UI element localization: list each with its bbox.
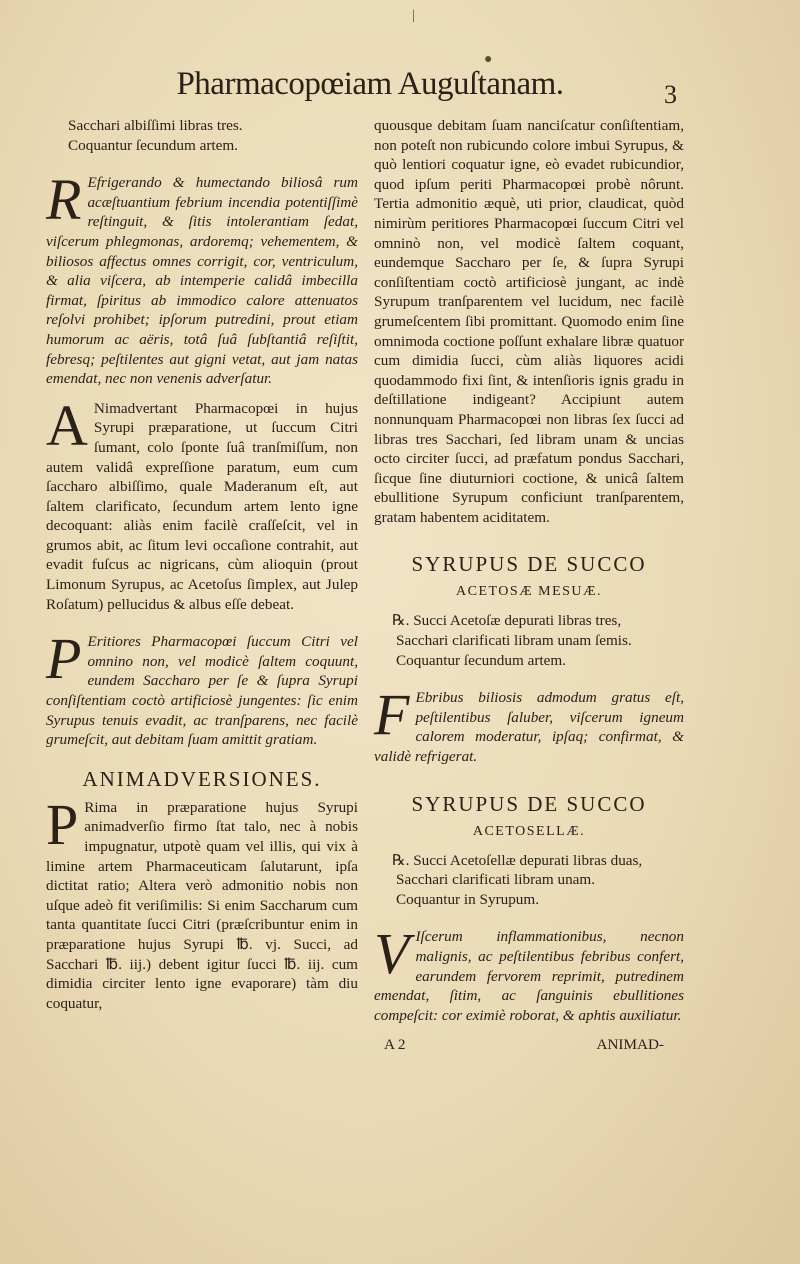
- section-heading: SYRUPUS DE SUCCO: [411, 552, 647, 577]
- running-head: Pharmacopœiam Auguſtanam.: [176, 66, 564, 102]
- paragraph-text: Eritiores Pharmacopœi ſuccum Citri vel omnino non, vel modicè ſaltem coquunt, eundem Saccharo per ſe & ſupra Syrupi conſiſtentiam coctò artificiosè jungentes: ſic enim Syrupus tenuis evadit, ac tranſparens, nec facilè grumeſcit, aut debitam ſuam amittit gratiam.: [46, 633, 358, 749]
- signature-mark: A 2: [384, 1036, 406, 1054]
- recipe-line: Sacchari albiſſimi libras tres.: [68, 117, 243, 134]
- recipe-line: Sacchari clarificati libram unam ſemis.: [396, 632, 632, 650]
- page-footer: [374, 1035, 684, 1055]
- paragraph-text: Rima in præparatione hujus Syrupi animadverſio firmo ſtat talo, nec à nobis impugnatur, utpotè quam vel illis, qui vix à limine artem Pharmaceuticam ſalutarunt, ipſa dictitat ratio; Altera verò admonitio nobis non uſque adeò fit veriſimilis: Si enim Saccharum cum tanta quantitate ſucci Citri (præſcribuntur enim in præparatione hujus Syrupi ℔. vj. Succi, ad Sacchari ℔. iij.) debent igitur ſucci ℔. iij. cum dimidia circiter lento igne evaporare) tàm diu coquatur,: [46, 798, 358, 1012]
- paragraph-text: Iſcerum inflammationibus, necnon malignis, ac peſtilentibus febribus confert, earundem fervorem reprimit, putredinem emendat, ſitim, ac ſanguinis ebullitiones compeſcit: cor eximiè roborat, & aphtis auxiliatur.: [374, 928, 684, 1024]
- section-subheading: ACETOSELLÆ.: [472, 823, 586, 839]
- right-column: [374, 116, 684, 1055]
- section-heading: SYRUPUS DE SUCCO: [411, 791, 647, 816]
- recipe-line: Coquantur ſecundum artem.: [68, 136, 238, 154]
- paragraph-animadvertant: [46, 392, 358, 615]
- recipe-line: Coquantur in Syrupum.: [396, 890, 540, 908]
- recipe-line: Sacchari clarificati libram unam.: [396, 871, 596, 889]
- section-subheading: ACETOSÆ MESUÆ.: [456, 584, 602, 600]
- paragraph-peritiores: [46, 626, 358, 750]
- paragraph-febribus: [374, 682, 684, 766]
- drop-cap: R: [46, 167, 82, 233]
- paragraph-viscerum: [374, 921, 684, 1025]
- paragraph-text: Nimadvertant Pharmacopœi in hujus Syrupi præparatione, ut ſuccum Citri ſumant, colo ſponte ſuâ tranſmiſſum, non autem validâ expreſſione paratum, eum cum ſaccharo albiſſimo, quale Maderanum eſt, aut ſaltem clarificato, ſecundum artem lento igne decoquant: aliàs enim facilè craſſeſcit, vel in grumos abit, ac ſitum levi occaſione contrahit, aut evadit fuſcus ac nigricans, cùm alioquin (prout Limonum Syrupus, ac Acetoſus ſimplex, aut Julep Roſatum) pellucidus & albus eſſe debeat.: [46, 399, 358, 613]
- section-heading: ANIMADVERSIONES.: [82, 766, 322, 791]
- paragraph-prima: [46, 791, 358, 1014]
- recipe-line: ℞. Succi Acetoſæ depurati libras tres,: [392, 612, 622, 630]
- margin-dot: ●: [484, 52, 493, 67]
- paragraph-text: Ebribus biliosis admodum gratus eſt, peſtilentibus ſaluber, viſcerum igneum calorem moderatur, ipſaq; confirmat, & validè refrigerat.: [374, 689, 684, 766]
- paragraph-continuation: quousque debitam ſuam nanciſcatur conſiſtentiam, non poteſt non rubicundo colore imbui Syrupus, & quò lentiori coquatur igne, eò evadet rubicundior, quod ipſum periti Pharmacopœi probè nôrunt. Tertia admonitio æquè, uti prior, claudicat, quòd nimirùm peritiores Pharmacopœi ſuccum Citri vel omninò non, vel modicè ſaltem coquant, eundemque Saccharo per ſe, & ſupra Syrupi conſiſtentiam coctò artificiosè jungant, ac indè Syrupum tranſparentem vel lucidum, nec facilè grumeſcentem ſibi promittant. Quomodo enim ſine omnimoda coctione poſſunt exhalare libræ quatuor cum dimidia ſucci, cùm aliàs liquores acidi quodammodo fixi ſint, & intenſioris ignis gradu in deſtillatione indigeant? Accipiunt autem nonnunquam Pharmacopœi non libras ſex ſucci ad libras tres Sacchari, ſed libram unam & uncias octo circiter ſucci, ad præfatum pondus Sacchari, ſicque ſine diuturniori coctione, & unicâ ſaltem ebullitione Syrupum conficiunt tranſparentem, gratam habentem aciditatem.: [374, 117, 684, 526]
- drop-cap: F: [374, 682, 410, 748]
- recipe-line: ℞. Succi Acetoſellæ depurati libras duas,: [392, 851, 643, 869]
- drop-cap: P: [46, 626, 82, 692]
- drop-cap: A: [46, 392, 88, 458]
- margin-mark: |: [412, 8, 415, 23]
- catchword: ANIMAD-: [596, 1036, 664, 1054]
- paragraph-refrigerando: [46, 167, 358, 389]
- left-column: [46, 116, 358, 1013]
- drop-cap: V: [374, 921, 410, 987]
- drop-cap: P: [46, 791, 79, 857]
- page-number: 3: [664, 80, 677, 109]
- recipe-line: Coquantur ſecundum artem.: [396, 651, 566, 669]
- paragraph-text: Efrigerando & humectando biliosâ rum acæſtuantium febrium incendia potentiſſimè reſtinguit, & ſitis intolerantiam ſedat, viſcerum phlegmonas, ardoremq; vehementem, & biliosos affectus omnes corrigit, cor, ventriculum, & alia viſcera, ab intemperie calidâ imbecilla firmat, ſpiritus ab immodico calore attenuatos reſolvi prohibet; ipſorum putredini, prout etiam humorum ac aëris, totâ ſuâ ſubſtantiâ reſiſtit, febresq; peſtilentes aut gigni vetat, aut jam natas emendat, nec non venenis adverſatur.: [46, 174, 358, 388]
